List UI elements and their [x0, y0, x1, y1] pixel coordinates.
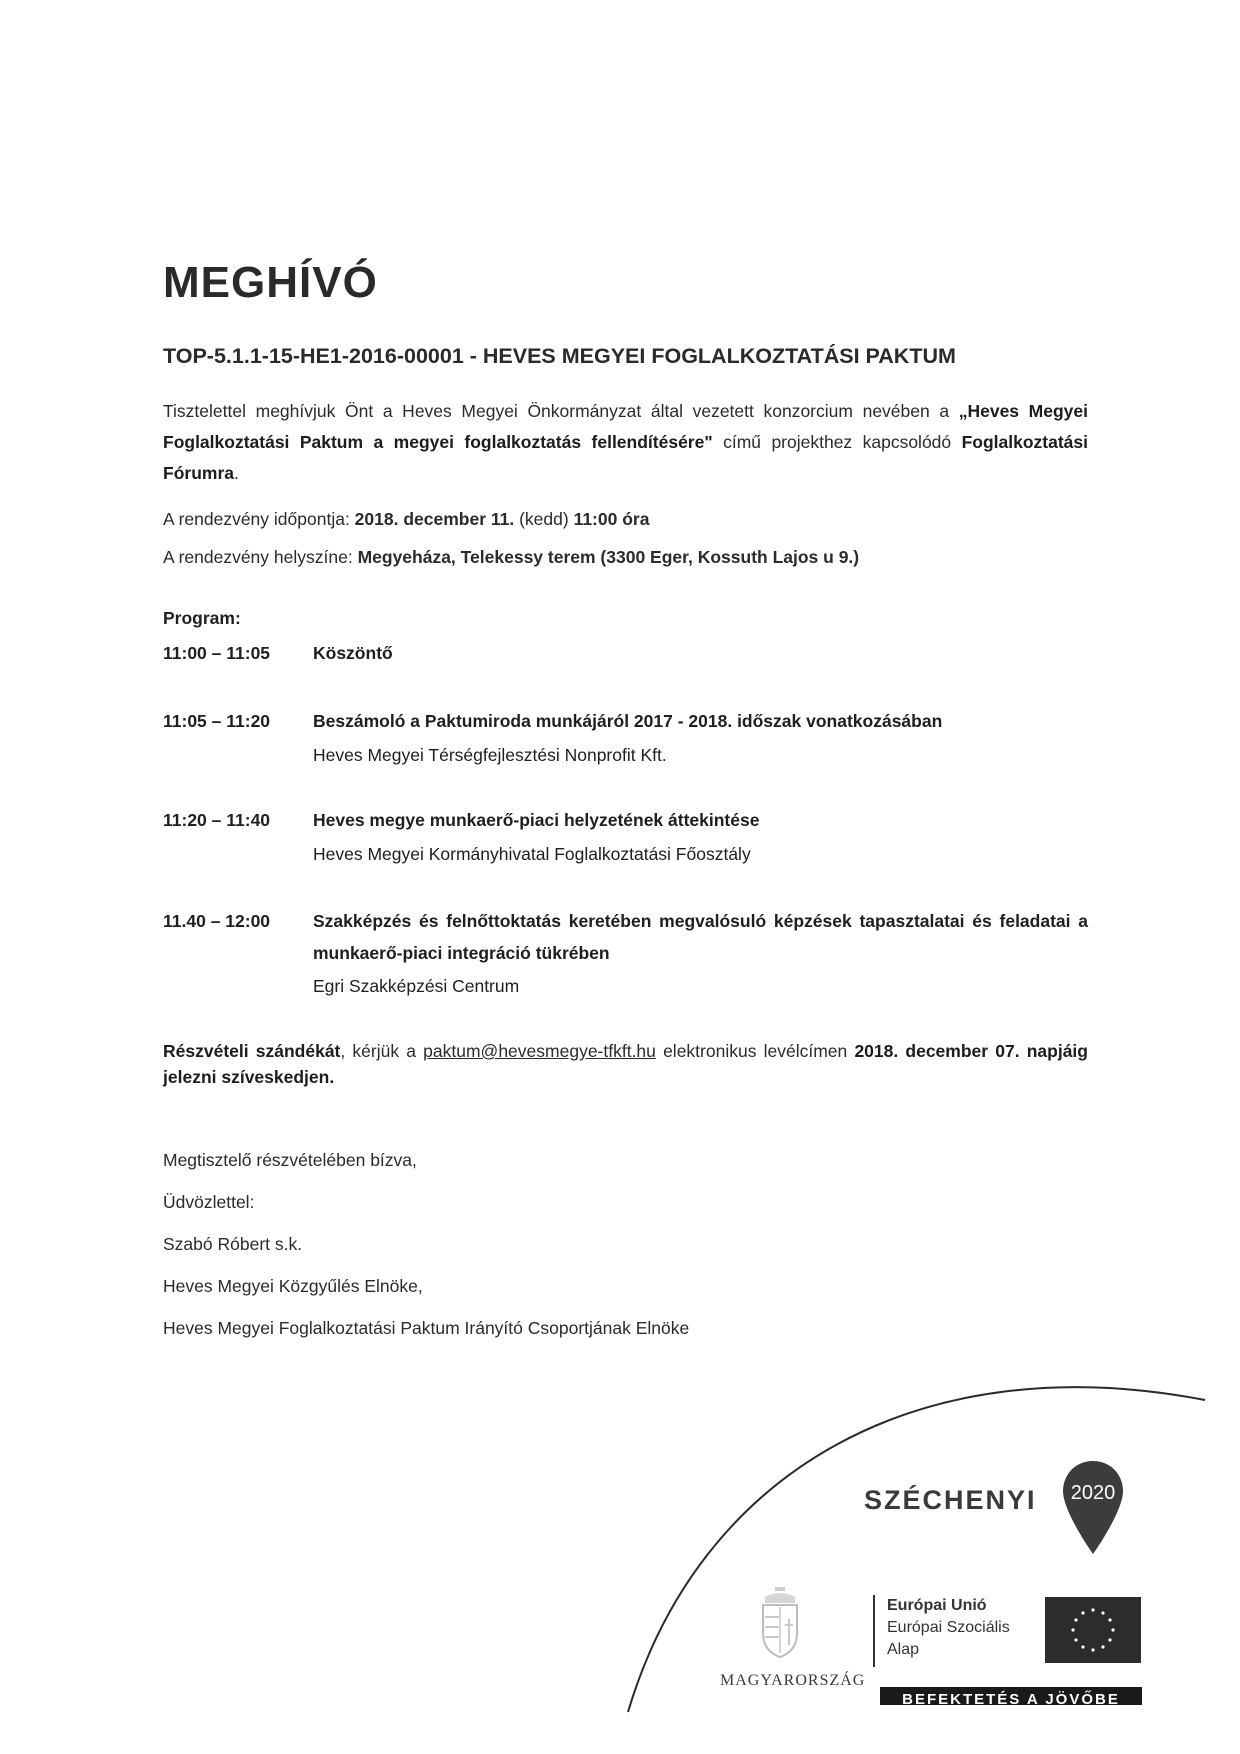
program-title: Heves megye munkaerő-piaci helyzetének áttekintése: [313, 810, 760, 830]
event-place-value: Megyeháza, Telekessy terem (3300 Eger, Kossuth Lajos u 9.): [357, 547, 860, 567]
rsvp-deadline: 2018. december 07. napjáig jelezni szíveskedjen.: [163, 1041, 1088, 1087]
eu-flag-icon: [1045, 1597, 1141, 1663]
hungary-crest-icon: [755, 1585, 805, 1660]
program-organizer: Heves Megyei Kormányhivatal Foglalkoztatási Főosztály: [313, 844, 751, 864]
program-organizer: Egri Szakképzési Centrum: [313, 976, 520, 996]
eu-logo-text: Európai Unió Európai Szociális Alap: [873, 1595, 1010, 1667]
project-code-heading: TOP-5.1.1-15-HE1-2016-00001 - HEVES MEGYEI FOGLALKOZTATÁSI PAKTUM: [163, 344, 956, 368]
signer-title: Heves Megyei Közgyűlés Elnöke,: [163, 1276, 423, 1296]
event-time-value: 11:00 óra: [573, 509, 650, 529]
szechenyi-year: 2020: [1070, 1482, 1116, 1504]
szechenyi-pin-icon: [1060, 1458, 1126, 1558]
email-link[interactable]: paktum@hevesmegye-tfkft.hu: [423, 1041, 656, 1061]
hungary-label: MAGYARORSZÁG: [720, 1672, 866, 1689]
program-time: 11:00 – 11:05: [163, 643, 271, 663]
closing-greeting: Üdvözlettel:: [163, 1192, 255, 1212]
signer-title-2: Heves Megyei Foglalkoztatási Paktum Irányító Csoportjának Elnöke: [163, 1318, 690, 1338]
forum-name: Foglalkoztatási Fórumra: [163, 432, 1089, 483]
rsvp-paragraph: Részvételi szándékát, kérjük a paktum@hevesmegye-tfkft.hu elektronikus levélcímen 2018. december 07. napjáig jelezni szíveskedjen.: [163, 1041, 1088, 1087]
szechenyi-logo-text: SZÉCHENYI: [864, 1485, 1037, 1515]
program-title: Szakképzés és felnőttoktatás keretében megvalósuló képzések tapasztalatai és feladatai a munkaerő-piaci integráció tükrében: [313, 911, 1088, 963]
program-label: Program:: [163, 608, 241, 628]
intro-paragraph: Tisztelettel meghívjuk Önt a Heves Megyei Önkormányzat által vezetett konzorcium nevében a „Heves Megyei Foglalkoztatási Paktum a megyei foglalkoztatás fellendítésére" című projekthez kapcsolódó Foglalkoztatási Fórumra.: [163, 401, 1089, 483]
page-title: MEGHÍVÓ: [163, 258, 378, 307]
intro-text: Tisztelettel meghívjuk Önt a Heves Megyei Önkormányzat által vezetett konzorcium nevében a: [163, 401, 959, 421]
closing-line: Megtisztelő részvételében bízva,: [163, 1150, 417, 1170]
event-place: A rendezvény helyszíne: Megyeháza, Telekessy terem (3300 Eger, Kossuth Lajos u 9.): [163, 547, 860, 567]
program-time: 11.40 – 12:00: [163, 911, 271, 931]
signer-name: Szabó Róbert s.k.: [163, 1234, 303, 1254]
program-title: Beszámoló a Paktumiroda munkájáról 2017 - 2018. időszak vonatkozásában: [313, 711, 943, 731]
program-time: 11:20 – 11:40: [163, 810, 271, 830]
event-date: A rendezvény időpontja: 2018. december 11. (kedd) 11:00 óra: [163, 509, 650, 529]
program-time: 11:05 – 11:20: [163, 711, 271, 731]
intro-text-2: című projekthez kapcsolódó: [712, 432, 962, 452]
program-title: Köszöntő: [313, 643, 393, 663]
project-name: „Heves Megyei Foglalkoztatási Paktum a megyei foglalkoztatás fellendítésére": [163, 401, 1088, 452]
event-date-value: 2018. december 11.: [354, 509, 515, 529]
slogan-bar: BEFEKTETÉS A JÖVŐBE: [880, 1687, 1142, 1705]
program-organizer: Heves Megyei Térségfejlesztési Nonprofit Kft.: [313, 745, 667, 765]
